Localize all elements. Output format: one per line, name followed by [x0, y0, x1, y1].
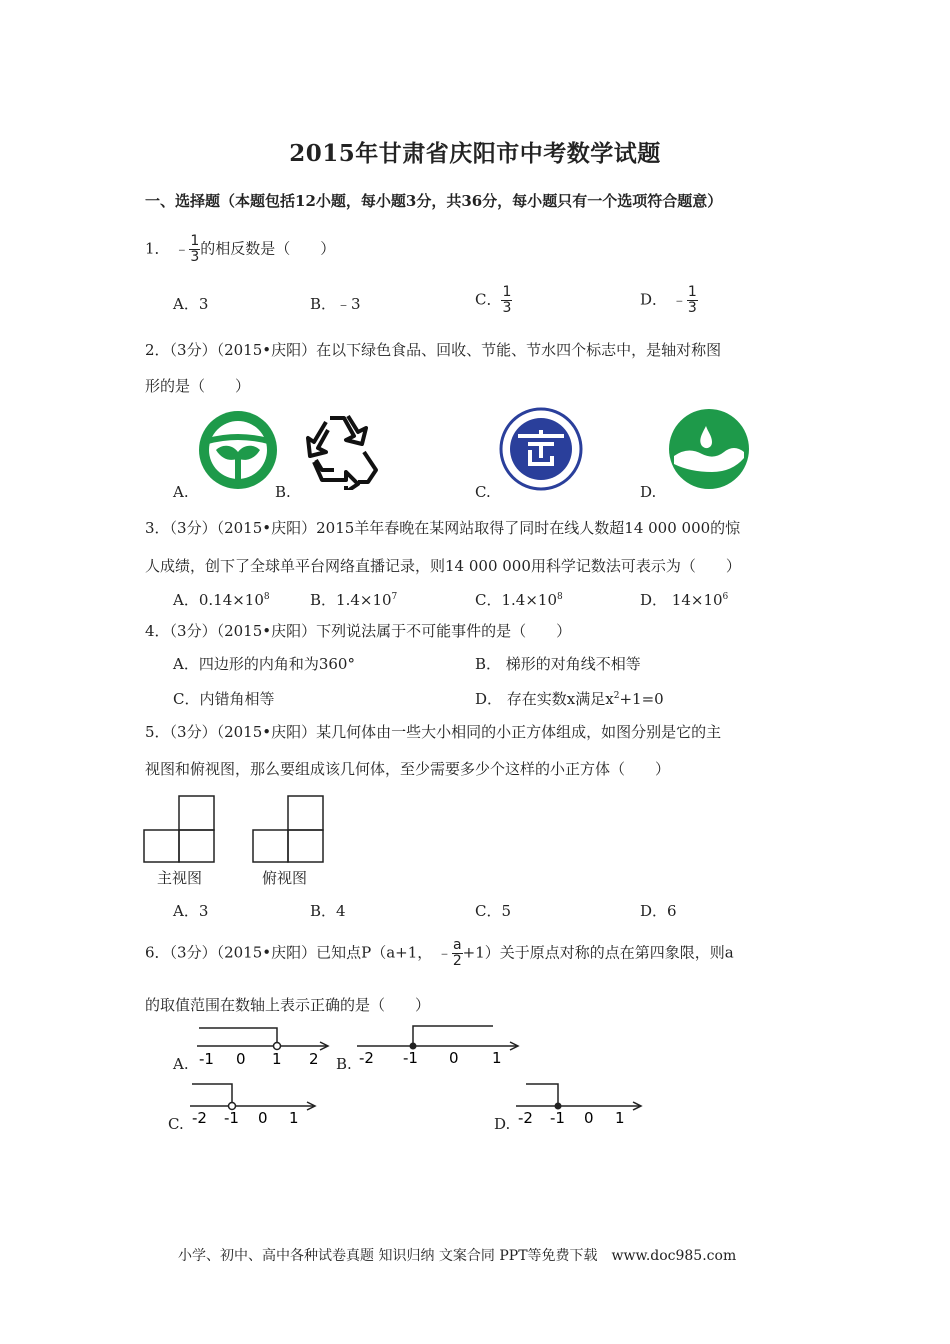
- q5-option-a: A．3: [173, 902, 209, 920]
- number-line-a: [195, 1024, 335, 1068]
- q4-line-1: 4．（3分）（2015•庆阳）下列说法属于不可能事件的是（ ）: [145, 622, 572, 640]
- q6-line-2: 的取值范围在数轴上表示正确的是（ ）: [145, 996, 431, 1014]
- page-title: 2015年甘肃省庆阳市中考数学试题: [289, 140, 661, 167]
- q4-option-b: B． 梯形的对角线不相等: [475, 655, 641, 673]
- green-food-logo-icon: [196, 408, 280, 492]
- q3-c-text: C．1.4×10: [475, 591, 557, 609]
- q3-option-b: [310, 590, 397, 610]
- q6-post: +1）关于原点对称的点在第四象限，则a: [462, 943, 734, 962]
- axis-d-tick-1: -1: [550, 1109, 565, 1126]
- q3-option-c: [475, 590, 563, 610]
- q2-line-2: 形的是（ ）: [145, 377, 251, 395]
- q6-frac-num: a: [453, 937, 462, 953]
- q3-a-text: A．0.14×10: [173, 591, 264, 609]
- q6-label-d: D.: [494, 1115, 511, 1133]
- axis-d-tick-3: 1: [615, 1109, 625, 1126]
- q3-b-exp: 7: [391, 592, 398, 602]
- q1-number: 1．: [145, 239, 170, 258]
- q1-c-label: C．: [475, 290, 502, 309]
- top-view-label: 俯视图: [262, 869, 308, 887]
- axis-c-tick-0: -2: [192, 1109, 207, 1126]
- q6-frac-den: 2: [452, 953, 462, 969]
- top-view-figure: [251, 794, 327, 866]
- q4-option-d: [475, 689, 664, 709]
- recycle-logo-icon: [300, 410, 384, 490]
- q2-label-b: B.: [275, 483, 291, 501]
- q1-d-fraction: [687, 285, 698, 316]
- q4-option-c: C．内错角相等: [173, 690, 275, 708]
- number-line-d: [514, 1080, 648, 1126]
- q5-option-d: D．6: [640, 902, 677, 920]
- q1-d-neg: ﹣: [671, 290, 687, 309]
- q2-label-a: A.: [173, 483, 189, 501]
- q6-label-c: C.: [168, 1115, 184, 1133]
- q6-line-1: [145, 938, 734, 969]
- q1-a-label: A．: [173, 295, 199, 313]
- q2-label-c: C.: [475, 483, 491, 501]
- q1-option-a: [173, 294, 208, 314]
- q1-c-fraction: [501, 285, 512, 316]
- q6-label-b: B.: [336, 1055, 352, 1073]
- axis-d-tick-2: 0: [584, 1109, 594, 1126]
- q1-neg-sign: ﹣: [174, 239, 190, 258]
- axis-b-tick-2: 0: [449, 1049, 459, 1067]
- q1-text: 的相反数是（ ）: [200, 239, 336, 258]
- q6-fraction: [452, 938, 463, 969]
- q5-option-c: C．5: [475, 902, 512, 920]
- q1-d-label: D．: [640, 290, 668, 309]
- q2-label-d: D.: [640, 483, 657, 501]
- q4-d-exp: 2: [613, 691, 620, 701]
- q1-d-den: 3: [687, 300, 697, 316]
- axis-a-tick-3: 2: [309, 1050, 319, 1068]
- q3-b-text: B．1.4×10: [310, 591, 392, 609]
- q1-option-b: [310, 294, 361, 314]
- q4-d-pre: D． 存在实数x满足x: [475, 690, 614, 708]
- axis-a-tick-0: -1: [199, 1050, 214, 1068]
- q1-frac-den: 3: [190, 249, 200, 265]
- q6-label-a: A.: [173, 1055, 189, 1073]
- q1-option-c: [475, 285, 512, 316]
- axis-c-tick-3: 1: [289, 1109, 299, 1126]
- axis-c-tick-1: -1: [224, 1109, 239, 1126]
- number-line-c: [188, 1080, 322, 1126]
- water-saving-logo-icon: [668, 408, 750, 490]
- axis-a-tick-1: 0: [236, 1050, 246, 1068]
- q1-frac-num: 1: [190, 233, 200, 249]
- number-line-b: [355, 1022, 525, 1068]
- q3-option-a: [173, 590, 270, 610]
- q4-d-post: +1=0: [619, 690, 664, 708]
- front-view-label: 主视图: [157, 869, 203, 887]
- q6-pre: 6．（3分）（2015•庆阳）已知点P（a+1， ﹣: [145, 943, 453, 962]
- axis-b-tick-1: -1: [403, 1049, 418, 1067]
- question-1: [145, 234, 335, 265]
- axis-d-tick-0: -2: [518, 1109, 533, 1126]
- q2-line-1: 2．（3分）（2015•庆阳）在以下绿色食品、回收、节能、节水四个标志中，是轴对称图: [145, 341, 722, 359]
- q3-c-exp: 8: [557, 592, 563, 602]
- q5-line-1: 5．（3分）（2015•庆阳）某几何体由一些大小相同的小正方体组成，如图分别是它的主: [145, 723, 722, 741]
- axis-a-tick-2: 1: [272, 1050, 282, 1068]
- footer-text: 小学、初中、高中各种试卷真题 知识归纳 文案合同 PPT等免费下载 www.doc985.com: [178, 1248, 737, 1264]
- q3-d-text: D． 14×10: [640, 591, 723, 609]
- axis-b-tick-3: 1: [492, 1049, 502, 1067]
- q3-line-1: 3．（3分）（2015•庆阳）2015羊年春晚在某网站取得了同时在线人数超14 000 000的惊: [145, 519, 741, 537]
- q3-d-exp: 6: [722, 592, 729, 602]
- q1-option-d: [640, 285, 698, 316]
- axis-c-tick-2: 0: [258, 1109, 268, 1126]
- q4-option-a: A．四边形的内角和为360°: [173, 655, 355, 673]
- front-view-figure: [142, 794, 218, 866]
- q1-b-value: ﹣3: [336, 295, 361, 313]
- q5-option-b: B．4: [310, 902, 346, 920]
- q1-d-num: 1: [687, 284, 697, 300]
- q5-line-2: 视图和俯视图，那么要组成该几何体，至少需要多少个这样的小正方体（ ）: [145, 760, 671, 778]
- q1-fraction: [189, 234, 200, 265]
- energy-saving-logo-icon: [498, 406, 584, 492]
- q1-c-num: 1: [502, 284, 512, 300]
- q3-line-2: 人成绩，创下了全球单平台网络直播记录，则14 000 000用科学记数法可表示为（ ）: [145, 557, 741, 575]
- q1-b-label: B．: [310, 295, 337, 313]
- q3-a-exp: 8: [263, 592, 270, 602]
- q3-option-d: [640, 590, 728, 610]
- q1-a-value: 3: [198, 295, 209, 313]
- section-heading: 一、选择题（本题包括12小题，每小题3分，共36分，每小题只有一个选项符合题意）: [145, 192, 723, 210]
- axis-b-tick-0: -2: [359, 1049, 374, 1067]
- q1-c-den: 3: [502, 300, 512, 316]
